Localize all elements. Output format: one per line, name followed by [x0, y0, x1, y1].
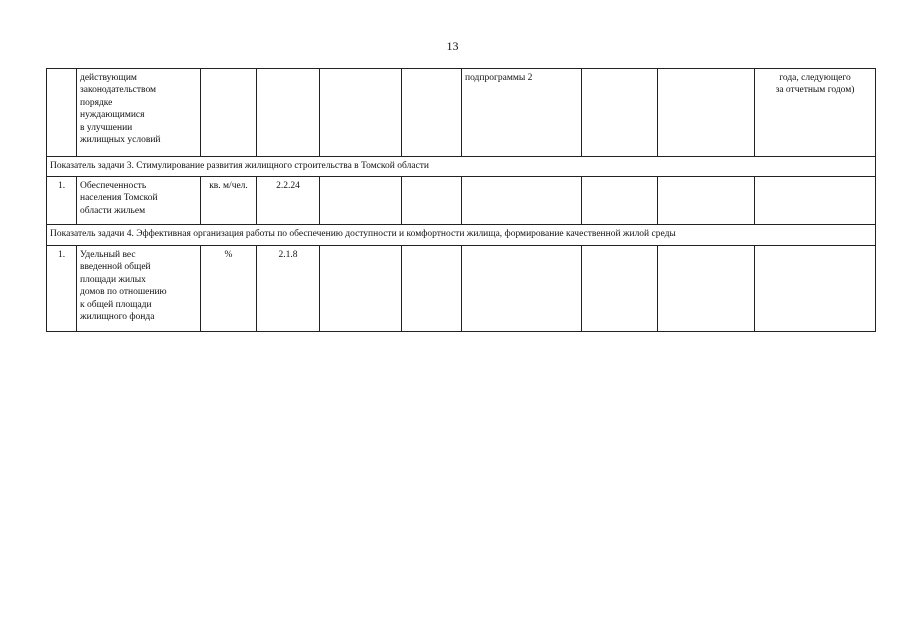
cell-empty — [462, 246, 582, 332]
table-row — [47, 177, 876, 225]
cell-empty — [658, 69, 755, 157]
table-row — [47, 246, 876, 332]
section-row-task-4 — [47, 225, 876, 246]
cell-num: 1. — [47, 177, 77, 225]
cell-empty — [582, 177, 658, 225]
cell-num: 1. — [47, 246, 77, 332]
cell-empty — [582, 69, 658, 157]
cell-empty — [402, 246, 462, 332]
section-row-task-3 — [47, 157, 876, 177]
cell-empty — [462, 177, 582, 225]
page-number: 13 — [446, 39, 459, 53]
cell-code: 2.1.8 — [257, 246, 320, 332]
cell-empty — [320, 69, 402, 157]
cell-code: 2.2.24 — [257, 177, 320, 225]
cell-empty — [755, 177, 876, 225]
cell-indicator-name: Удельный вес введенной общей площади жилых домов по отношению к общей площади жилищного фонда — [77, 246, 201, 332]
cell-col10: года, следующего за отчетным годом) — [755, 69, 876, 157]
cell-num — [47, 69, 77, 157]
cell-empty — [755, 246, 876, 332]
cell-empty — [320, 246, 402, 332]
cell-empty — [320, 177, 402, 225]
cell-empty — [582, 246, 658, 332]
cell-code — [257, 69, 320, 157]
cell-unit: % — [201, 246, 257, 332]
cell-col6: подпрограммы 2 — [462, 69, 582, 157]
cell-empty — [658, 177, 755, 225]
cell-indicator-name: действующим законодательством порядке нуждающимися в улучшении жилищных условий — [77, 69, 201, 157]
table-row-continuation — [47, 69, 876, 157]
cell-empty — [402, 69, 462, 157]
cell-unit — [201, 69, 257, 157]
section-heading: Показатель задачи 3. Стимулирование развития жилищного строительства в Томской области — [47, 157, 876, 177]
cell-empty — [658, 246, 755, 332]
section-heading: Показатель задачи 4. Эффективная организация работы по обеспечению доступности и комфортности жилища, формирование качественной жилой среды — [47, 225, 876, 246]
cell-indicator-name: Обеспеченность населения Томской области жильем — [77, 177, 201, 225]
indicators-table — [46, 68, 876, 332]
cell-unit: кв. м/чел. — [201, 177, 257, 225]
cell-empty — [402, 177, 462, 225]
